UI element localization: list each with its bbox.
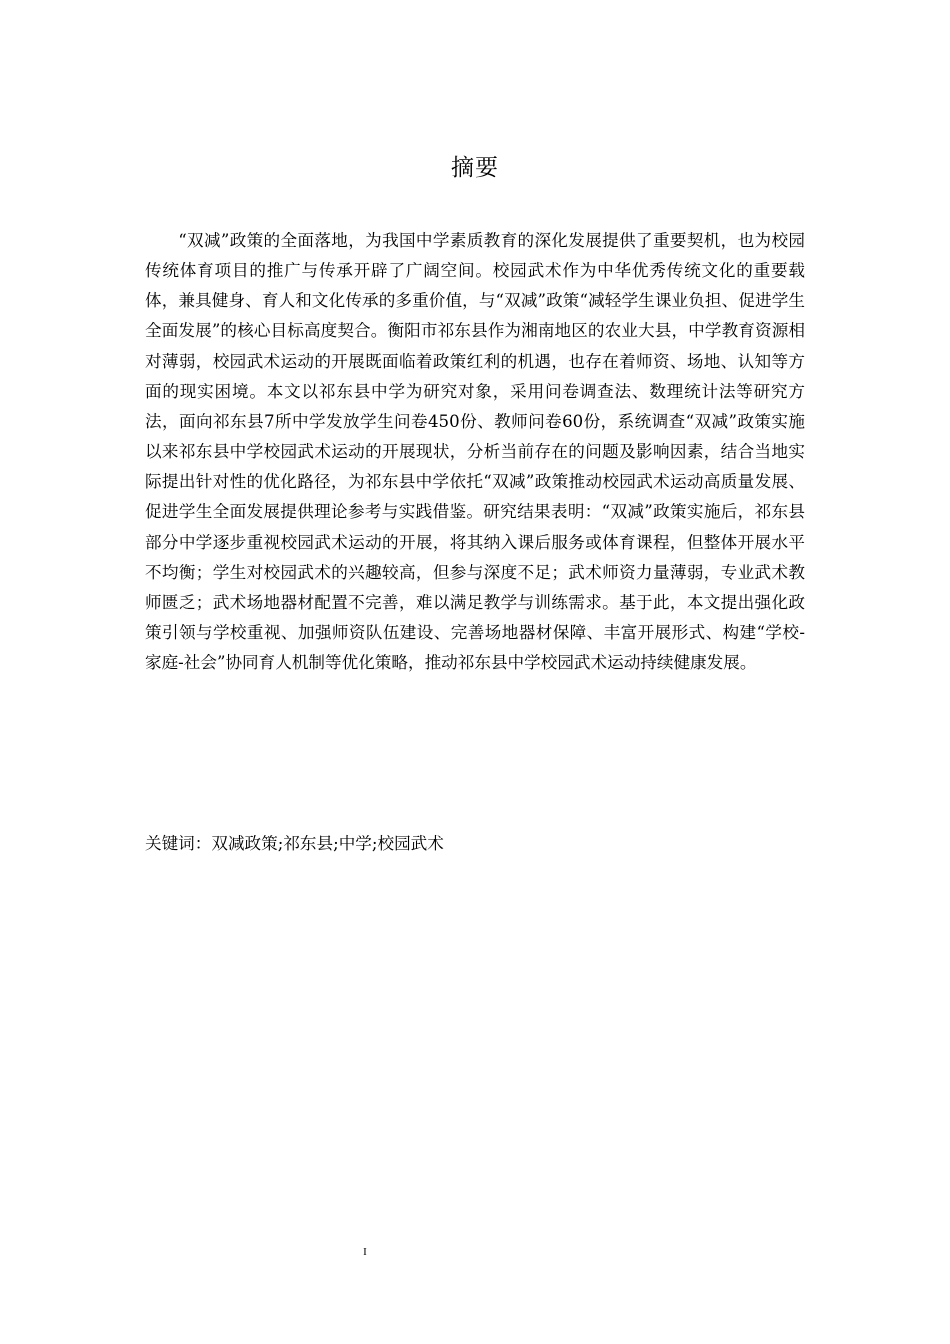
page-title: 摘要 bbox=[451, 155, 499, 181]
page-number: I bbox=[363, 1246, 367, 1258]
abstract-paragraph: “双减”政策的全面落地，为我国中学素质教育的深化发展提供了重要契机，也为校园传统体育项目的推广与传承开辟了广阔空间。校园武术作为中华优秀传统文化的重要载体，兼具健身、育人和文化传承的多重价值，与“双减”政策“减轻学生课业负担、促进学生全面发展”的核心目标高度契合。衡阳市祁东县作为湘南地区的农业大县，中学教育资源相对薄弱，校园武术运动的开展既面临着政策红利的机遇，也存在着师资、场地、认知等方面的现实困境。本文以祁东县中学为研究对象，采用问卷调查法、数理统计法等研究方法，面向祁东县7所中学发放学生问卷450份、教师问卷60份，系统调查“双减”政策实施以来祁东县中学校园武术运动的开展现状，分析当前存在的问题及影响因素，结合当地实际提出针对性的优化路径，为祁东县中学依托“双减”政策推动校园武术运动高质量发展、促进学生全面发展提供理论参考与实践借鉴。研究结果表明：“双减”政策实施后，祁东县部分中学逐步重视校园武术运动的开展，将其纳入课后服务或体育课程，但整体开展水平不均衡；学生对校园武术的兴趣较高，但参与深度不足；武术师资力量薄弱，专业武术教师匮乏；武术场地器材配置不完善，难以满足教学与训练需求。基于此，本文提出强化政策引领与学校重视、加强师资队伍建设、完善场地器材保障、丰富开展形式、构建“学校-家庭-社会”协同育人机制等优化策略，推动祁东县中学校园武术运动持续健康发展。 bbox=[145, 231, 805, 673]
keywords-label: 关键词： bbox=[145, 834, 212, 853]
keywords-list: 双减政策;祁东县;中学;校园武术 bbox=[211, 834, 444, 853]
keywords-line bbox=[145, 829, 805, 859]
